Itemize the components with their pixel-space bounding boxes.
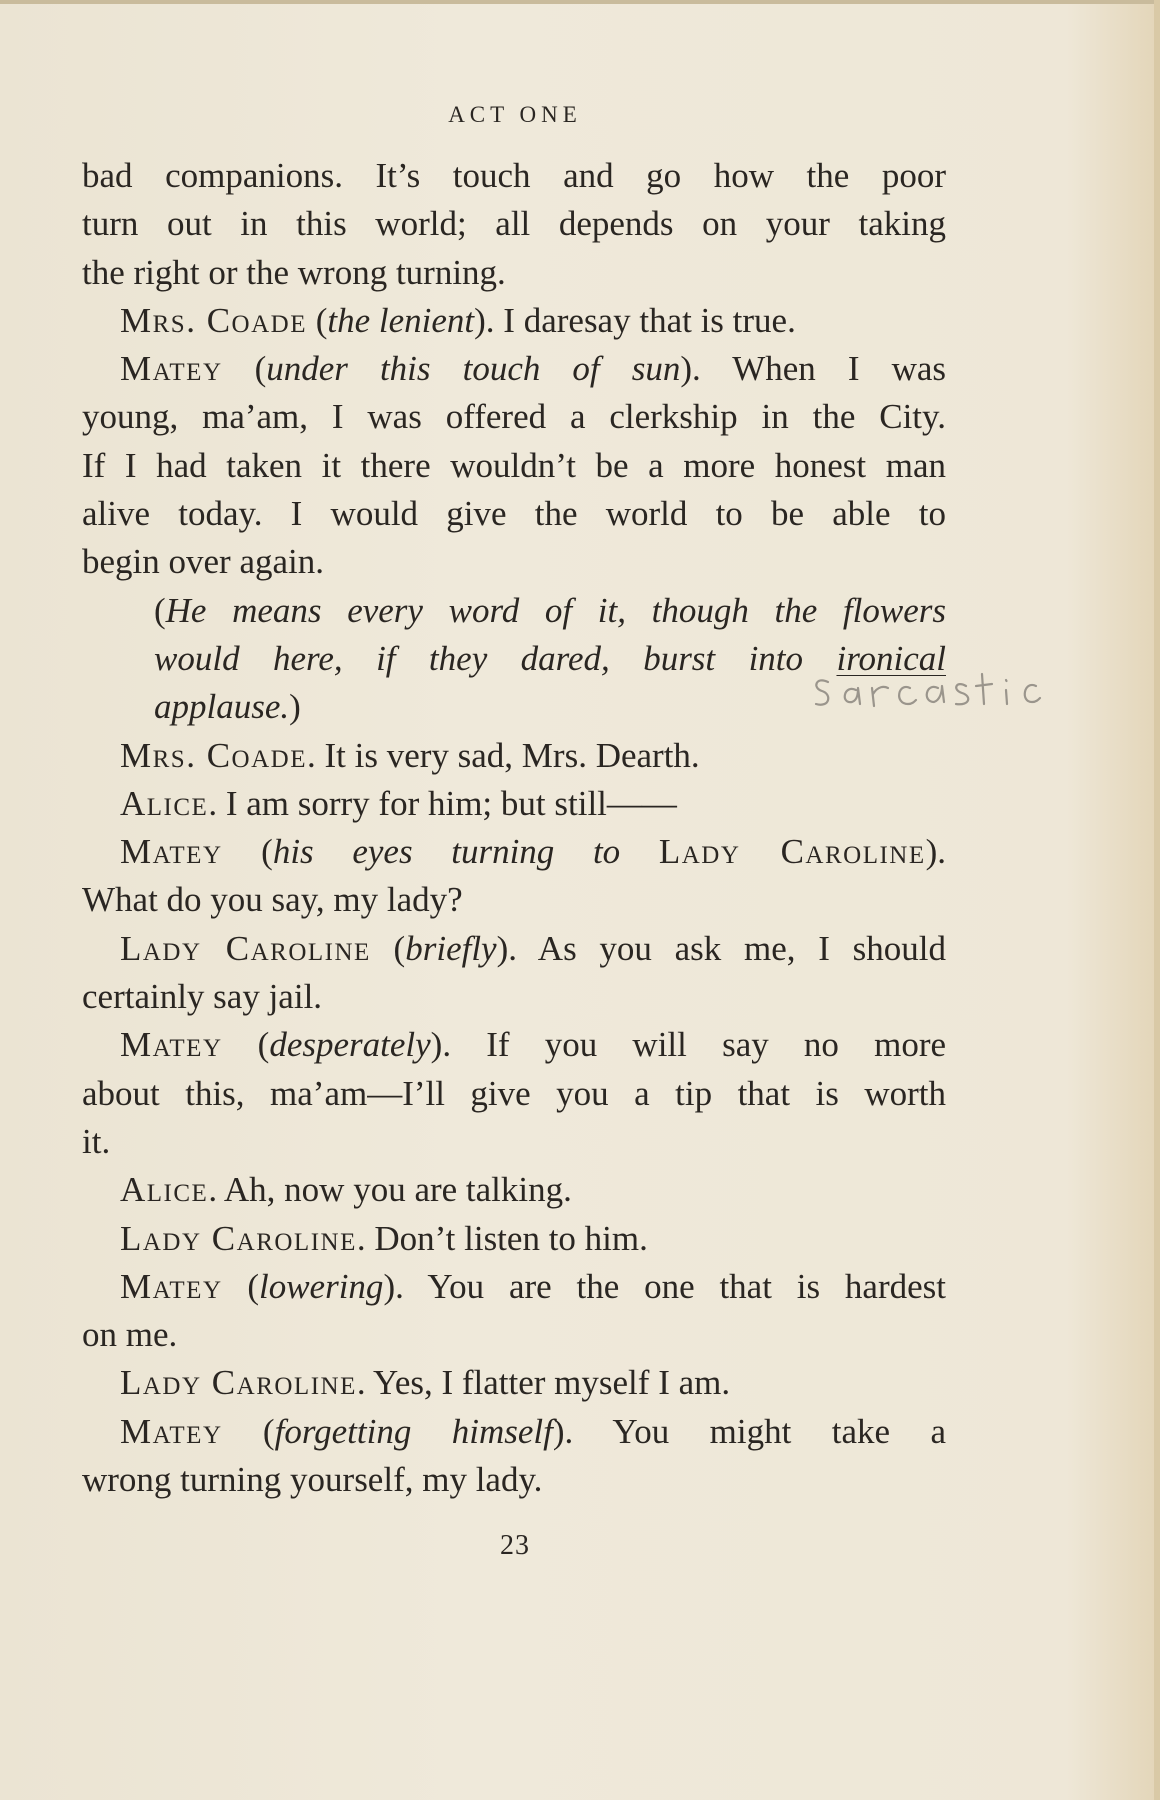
speaker-name: Matey (120, 1411, 223, 1451)
text-line (82, 732, 946, 780)
text-line (82, 538, 946, 586)
line-text: about this, ma’am—I’ll give you a tip that is worth (82, 1073, 946, 1113)
line-text: What do you say, my lady? (82, 880, 463, 920)
text-line (82, 1021, 946, 1069)
line-text: ( (222, 1266, 259, 1306)
line-text: ). You might take a (552, 1411, 946, 1451)
text-line (82, 1118, 946, 1166)
line-text: ) (289, 687, 301, 727)
line-text: it. (82, 1121, 111, 1161)
text-line (82, 297, 946, 345)
speaker-name: Mrs. Coade (120, 300, 307, 340)
page-number: 23 (500, 1530, 530, 1561)
line-text: ( (222, 349, 267, 389)
speaker-name: Lady Caroline (120, 928, 371, 968)
text-line (82, 1456, 946, 1504)
stage-direction: briefly (405, 928, 497, 968)
line-text: . Ah, now you are talking. (208, 1170, 572, 1210)
line-text (620, 832, 659, 871)
line-text: . It is very sad, Mrs. Dearth. (306, 735, 700, 775)
stage-direction: forgetting himself (274, 1411, 553, 1451)
line-text: If I had taken it there wouldn’t be a more honest man (82, 445, 946, 485)
stage-direction: He means every word of it, though the flowers (165, 590, 946, 630)
stage-direction: applause. (154, 687, 290, 727)
line-text: ). If you will say no more (430, 1025, 947, 1065)
text-line (82, 973, 946, 1021)
line-text: ( (222, 1025, 270, 1065)
text-line (82, 152, 946, 200)
line-text: alive today. I would give the world to be able to (82, 494, 946, 534)
text-line (82, 1215, 946, 1263)
line-text: . Don’t listen to him. (356, 1218, 648, 1258)
line-text: ). When I was (680, 349, 947, 389)
text-line (82, 876, 946, 924)
line-text: on me. (82, 1315, 178, 1355)
line-text: . I am sorry for him; but still—— (208, 783, 677, 823)
speaker-name: Alice (120, 1170, 209, 1210)
stage-direction: under this touch of sun (266, 349, 681, 389)
text-line (82, 1166, 946, 1214)
stage-direction: desperately (269, 1025, 431, 1065)
line-text: ( (154, 590, 166, 630)
speaker-name: Lady Caroline (120, 1218, 357, 1258)
play-text (82, 152, 946, 1504)
text-line (82, 780, 946, 828)
text-line (82, 1408, 946, 1456)
text-line (82, 1263, 946, 1311)
text-line (82, 1359, 946, 1407)
running-header: ACT ONE (448, 102, 582, 127)
stage-direction: his eyes turning to (272, 832, 621, 872)
line-text: the right or the wrong turning. (82, 252, 506, 292)
text-line (82, 345, 946, 393)
text-line (82, 925, 946, 973)
text-line (82, 249, 946, 297)
underlined-word: ironical (836, 638, 946, 678)
speaker-name: Mrs. Coade (120, 735, 307, 775)
speaker-name: Matey (120, 1266, 223, 1306)
stage-direction: would here, if they dared, burst into (154, 638, 837, 678)
line-text: ( (222, 1411, 275, 1451)
text-line (82, 1070, 946, 1118)
speaker-name: Lady Caroline (120, 1363, 357, 1403)
text-line (82, 200, 946, 248)
line-text: bad companions. It’s touch and go how the poor (82, 156, 946, 195)
text-line (82, 828, 946, 876)
text-line (82, 1311, 946, 1359)
text-line (82, 587, 946, 635)
line-text: ). (925, 832, 947, 872)
text-line (82, 393, 946, 441)
line-text: ( (370, 928, 406, 968)
line-text: young, ma’am, I was offered a clerkship in the City. (82, 397, 946, 437)
line-text: wrong turning yourself, my lady. (82, 1460, 543, 1500)
speaker-name: Matey (120, 832, 223, 872)
stage-direction: the lenient (327, 300, 475, 340)
speaker-name: Matey (120, 349, 223, 389)
line-text: ( (306, 300, 328, 340)
text-line (82, 490, 946, 538)
line-text: turn out in this world; all depends on your taking (82, 204, 946, 244)
handwritten-margin-note (810, 664, 1070, 724)
text-line (82, 442, 946, 490)
line-text: ). You are the one that is hardest (383, 1266, 947, 1306)
stage-direction: lowering (258, 1266, 384, 1306)
line-text: ). As you ask me, I should (496, 928, 946, 968)
line-text: begin over again. (82, 542, 324, 582)
line-text: certainly say jail. (82, 977, 323, 1017)
speaker-name: Alice (120, 783, 209, 823)
speaker-name: Lady Caroline (658, 832, 926, 872)
line-text: . Yes, I flatter myself I am. (356, 1363, 731, 1403)
speaker-name: Matey (120, 1025, 223, 1065)
line-text: ( (222, 832, 273, 872)
line-text: ). I daresay that is true. (474, 300, 796, 340)
